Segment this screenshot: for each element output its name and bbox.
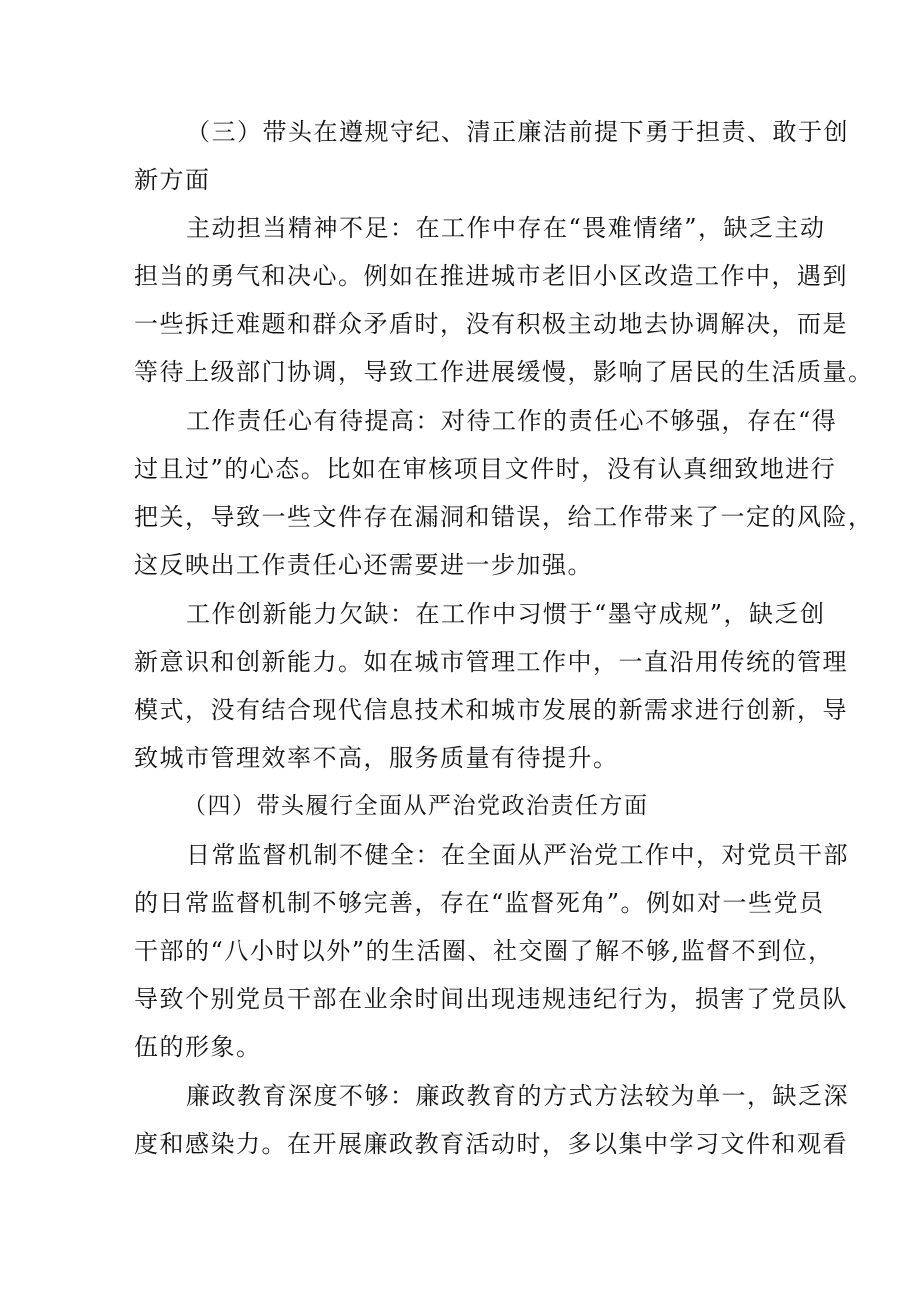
paragraph-1-line-3: 一些拆迁难题和群众矛盾时，没有积极主动地去协调解决，而是 [134, 310, 848, 338]
paragraph-1-line-4: 等待上级部门协调，导致工作进展缓慢，影响了居民的生活质量。 [134, 358, 874, 386]
section-heading-3-line-2: 新方面 [134, 166, 211, 194]
paragraph-2-line-3: 把关，导致一些文件存在漏洞和错误，给工作带来了一定的风险， [134, 503, 874, 531]
paragraph-3-line-1: 工作创新能力欠缺：在工作中习惯于“墨守成规”，缺乏创 [186, 600, 826, 628]
paragraph-1-line-1: 主动担当精神不足：在工作中存在“畏难情绪”，缺乏主动 [186, 214, 826, 242]
paragraph-2-line-2: 过且过”的心态。比如在审核项目文件时，没有认真细致地进行 [134, 455, 837, 483]
paragraph-3-line-4: 致城市管理效率不高，服务质量有待提升。 [134, 744, 619, 772]
paragraph-5-line-2: 度和感染力。在开展廉政教育活动时，多以集中学习文件和观看 [134, 1130, 848, 1158]
paragraph-4-line-2: 的日常监督机制不够完善，存在“监督死角”。例如对一些党员 [134, 889, 825, 917]
paragraph-2-line-1: 工作责任心有待提高：对待工作的责任心不够强，存在“得 [186, 407, 838, 435]
section-heading-3-line-1: （三）带头在遵规守纪、清正廉洁前提下勇于担责、敢于创 [186, 118, 849, 146]
paragraph-4-line-5: 伍的形象。 [134, 1033, 262, 1061]
paragraph-3-line-2: 新意识和创新能力。如在城市管理工作中，一直沿用传统的管理 [134, 648, 848, 676]
paragraph-4-line-3: 干部的“八小时以外”的生活圈、社交圈了解不够,监督不到位， [134, 937, 834, 965]
section-heading-4: （四）带头履行全面从严治党政治责任方面 [183, 793, 649, 819]
paragraph-4-line-4: 导致个别党员干部在业余时间出现违规违纪行为，损害了党员队 [134, 985, 848, 1013]
paragraph-3-line-3: 模式，没有结合现代信息技术和城市发展的新需求进行创新，导 [134, 696, 848, 724]
paragraph-2-line-4: 这反映出工作责任心还需要进一步加强。 [134, 551, 593, 579]
paragraph-4-line-1: 日常监督机制不健全：在全面从严治党工作中，对党员干部 [186, 841, 849, 869]
paragraph-1-line-2: 担当的勇气和决心。例如在推进城市老旧小区改造工作中，遇到 [134, 262, 848, 290]
paragraph-5-line-1: 廉政教育深度不够：廉政教育的方式方法较为单一，缺乏深 [186, 1082, 849, 1110]
